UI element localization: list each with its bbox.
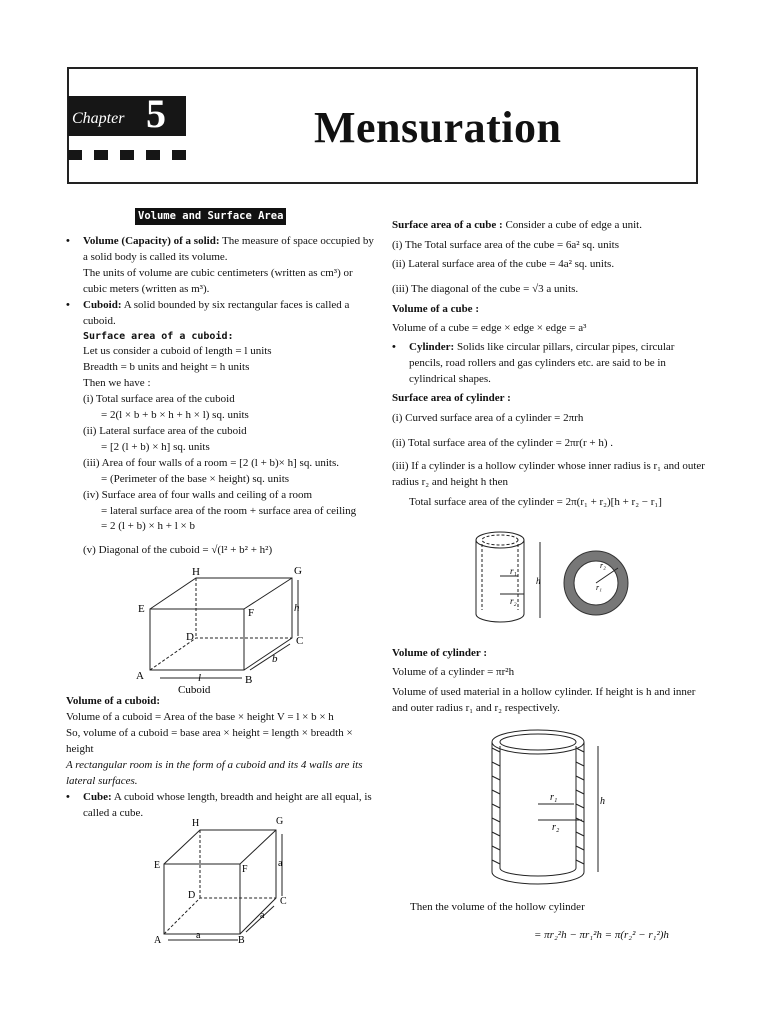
sa-item-v: (v) Diagonal of the cuboid = √(l² + b² + h²) [83, 544, 273, 557]
sa-line: Breadth = b units and height = h units [83, 361, 250, 374]
cube-item-iii: (iii) The diagonal of the cube = √3 a units. [392, 282, 579, 295]
cube-item-i: (i) The Total surface area of the cube = 6a² sq. units [392, 238, 620, 251]
cube-label-F: F [242, 864, 248, 875]
hollow-wall-hatch [492, 748, 500, 864]
sa-item-iii-eq: = (Perimeter of the base × height) sq. units [101, 472, 290, 485]
vol-cuboid-heading: Volume of a cuboid: [66, 695, 161, 707]
cube-label-A: A [154, 935, 162, 946]
sa-item-iv: (iv) Surface area of four walls and ceiling of a room [83, 488, 313, 501]
cuboid-definition: • Cuboid: A solid bounded by six rectangular faces is called a cuboid. [66, 298, 378, 330]
label-b: b [272, 653, 278, 665]
sa-cuboid-heading: Surface area of a cuboid: [83, 330, 234, 342]
volume-definition: • Volume (Capacity) of a solid: The measure of space occupied by a solid body is called its volume. [66, 234, 378, 266]
chapter-number: 5 [146, 91, 166, 136]
label-C: C [296, 635, 304, 647]
label-l: l [198, 672, 202, 684]
sa-cube: Surface area of a cube : Consider a cube of edge a unit. [392, 219, 642, 231]
sa-item-ii: (ii) Lateral surface area of the cuboid [83, 424, 247, 437]
right-column-lower [392, 646, 706, 717]
label-G: G [294, 566, 302, 577]
sa-item-ii-eq: = [2 (l + b) × h] sq. units [101, 440, 210, 453]
vol-cube-heading: Volume of a cube : [392, 302, 479, 315]
sa-line: Let us consider a cuboid of length = l units [83, 345, 272, 358]
cylinder-inner-top [482, 535, 518, 545]
cylinder-top [476, 532, 524, 548]
hollow-cyl-text: Volume of used material in a hollow cylinder. If height is h and inner and outer radius r₁ and r₂ respectively. [392, 685, 696, 714]
sa-item-i: (i) Total surface area of the cuboid [83, 392, 235, 405]
right-column [392, 218, 706, 511]
cube-label-a: a [278, 858, 283, 869]
cyl-item-ii: (ii) Total surface area of the cylinder = 2πr(r + h) . [392, 437, 614, 450]
label-E: E [138, 603, 145, 615]
cube-label-C: C [280, 896, 287, 907]
cube-item-ii: (ii) Lateral surface area of the cube = 4a² sq. units. [392, 257, 615, 270]
hollow-wall-hatch [576, 748, 584, 864]
cyl-item-iii: (iii) If a cylinder is a hollow cylinder whose inner radius is r₁ and outer radius r₂ and height h then [392, 460, 705, 489]
room-note: A rectangular room is in the form of a cuboid and its 4 walls are its lateral surfaces. [66, 758, 363, 787]
cube-front-face [164, 864, 240, 934]
cuboid-edge [244, 578, 292, 609]
cube-label-E: E [154, 860, 161, 871]
cylinder-bottom [476, 614, 524, 622]
cyl-total: Total surface area of the cylinder = 2π(r₁ + r₂)[h + r₂ − r₁] [409, 496, 662, 509]
hollow-inner-top [500, 734, 576, 750]
vol-cyl-text: Volume of a cylinder = πr²h [392, 665, 515, 678]
hollow-cylinder-figure [486, 722, 616, 898]
cyl-label-h: h [536, 576, 541, 586]
chapter-decoration [68, 150, 188, 160]
ring-label-r2: r₂ [600, 561, 606, 570]
cuboid-front-face [150, 609, 244, 670]
hollow-label-r2: r₂ [552, 822, 560, 833]
section-label: Volume and Surface Area [135, 208, 286, 225]
cube-figure [150, 812, 300, 948]
label-B: B [245, 674, 253, 686]
cuboid-hidden-edges [150, 638, 292, 670]
cube-label-a: a [260, 910, 265, 921]
left-column-lower [66, 694, 378, 822]
vol-cube-text: Volume of a cube = edge × edge × edge = a³ [392, 321, 587, 334]
volume-units: The units of volume are cubic centimeters (written as cm³) or cubic meters (written as m³). [83, 266, 353, 295]
cube-label-H: H [192, 818, 200, 829]
vol-cuboid-text: Volume of a cuboid = Area of the base × height V = l × b × h [66, 710, 334, 723]
cyl-label-r2: r₂ [510, 596, 517, 606]
label-D: D [186, 631, 194, 643]
hollow-then-text: Then the volume of the hollow cylinder [410, 901, 585, 913]
hollow-label-r1: r₁ [550, 792, 558, 803]
vol-cyl-heading: Volume of cylinder : [392, 647, 488, 659]
label-H: H [192, 566, 200, 578]
page-title: Mensuration [314, 103, 562, 152]
hollow-inner-bottom [500, 868, 576, 876]
cuboid-figure [130, 566, 320, 696]
ring-label-r1: r₁ [596, 583, 602, 592]
cube-label-G: G [276, 816, 284, 827]
sa-line: Then we have : [83, 377, 151, 389]
hollow-volume-equation: = πr₂²h − πr₁²h = π(r₂² − r₁²)h [534, 929, 669, 941]
sa-item-iv-eq: = lateral surface area of the room + surface area of ceiling [101, 504, 357, 517]
breadth-arrow [250, 644, 290, 670]
cyl-item-i: (i) Curved surface area of a cylinder = 2πrh [392, 412, 584, 425]
hollow-outer-bottom [492, 872, 584, 884]
cube-edge [240, 830, 276, 864]
cube-label-a: a [196, 930, 201, 941]
cube-label-B: B [238, 935, 245, 946]
sa-item-iv-eq: = 2 (l + b) × h + l × b [101, 520, 195, 533]
cylinder-figure [470, 528, 670, 628]
label-h: h [294, 602, 300, 614]
hollow-label-h: h [600, 796, 605, 807]
sa-item-i-eq: = 2(l × b + b × h + h × l) sq. units [101, 408, 249, 421]
vol-cuboid-text: So, volume of a cuboid = base area × height = length × breadth × height [66, 726, 353, 755]
sa-item-iii: (iii) Area of four walls of a room = [2 (l + b)× h] sq. units. [83, 456, 339, 469]
cube-definition: • Cube: A cuboid whose length, breadth and height are all equal, is called a cube. [66, 790, 378, 822]
cylinder-definition: • Cylinder: Solids like circular pillars, circular pipes, circular pencils, road rollers and gas cylinders etc. are said to be in cylindrical shapes. [392, 340, 706, 388]
left-column [66, 234, 378, 559]
label-F: F [248, 607, 255, 619]
chapter-badge [68, 91, 186, 136]
cube-label-D: D [188, 890, 196, 901]
label-A: A [136, 670, 144, 682]
cyl-label-r1: r₁ [510, 566, 517, 576]
chapter-label: Chapter [72, 110, 125, 127]
sa-cyl-heading: Surface area of cylinder : [392, 392, 511, 405]
cuboid-caption: Cuboid [178, 684, 211, 696]
